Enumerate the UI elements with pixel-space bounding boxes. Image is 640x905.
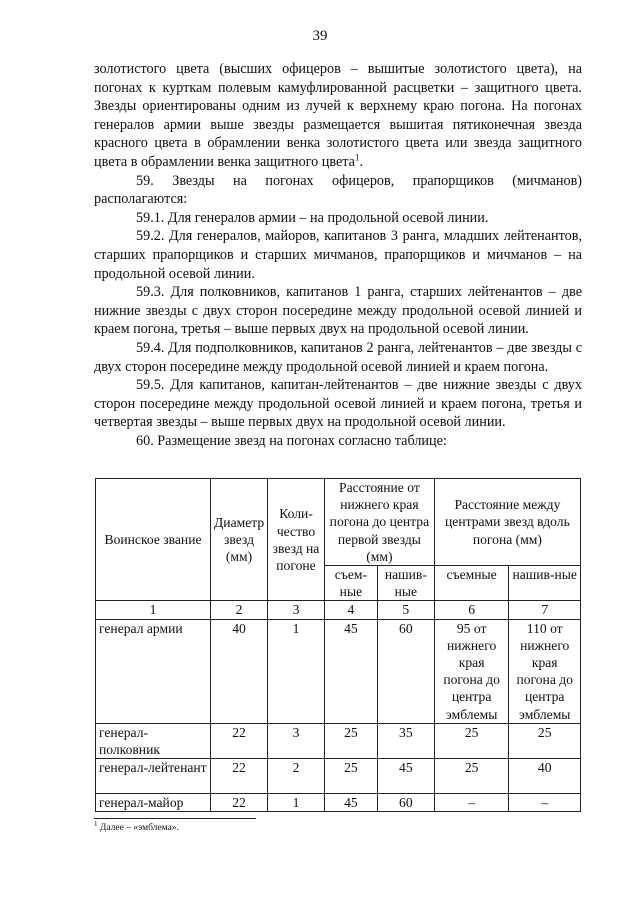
between-sewn-cell: –: [509, 794, 581, 812]
edge-sewn-cell: 60: [377, 619, 434, 723]
paragraph-end: .: [359, 153, 364, 170]
between-sewn-cell: 110 от нижнего края погона до центра эмблемы: [509, 619, 581, 723]
subheader-sewn: нашив-ные: [509, 566, 581, 601]
rank-cell: генерал-лейтенант: [96, 759, 211, 794]
rank-cell: генерал-майор: [96, 794, 211, 812]
between-sewn-cell: 25: [509, 723, 581, 758]
column-number: 1: [96, 601, 211, 619]
edge-removable-cell: 45: [324, 619, 377, 723]
between-sewn-cell: 40: [509, 759, 581, 794]
paragraph-59-5: 59.5. Для капитанов, капитан-лейтенантов – две нижние звезды с двух сторон посередине между продольной осевой линией и краем погона, третья и четвертая звезды – выше первых двух на продольной осевой линии.: [94, 377, 582, 431]
rank-cell: генерал-полковник: [96, 723, 211, 758]
footnote: [94, 819, 179, 833]
footnote-mark: 1: [94, 819, 98, 828]
edge-sewn-cell: 45: [377, 759, 434, 794]
diameter-cell: 22: [211, 759, 268, 794]
page-number: 39: [312, 28, 328, 44]
paragraph-59-3: 59.3. Для полковников, капитанов 1 ранга, старших лейтенантов – две нижние звезды с двух сторон посередине между продольной осевой линией и краем погона, третья – выше первых двух на продольной осевой линии.: [94, 284, 582, 338]
table-row: [96, 619, 581, 723]
subheader-sewn: нашив-ные: [377, 566, 434, 601]
column-number: 2: [211, 601, 268, 619]
header-count: Коли-чество звезд на погоне: [268, 479, 325, 601]
paragraph-59-4: 59.4. Для подполковников, капитанов 2 ранга, лейтенантов – две звезды с двух сторон посередине между продольной осевой линией и краем погона.: [94, 339, 582, 375]
paragraph-60: 60. Размещение звезд на погонах согласно таблице:: [136, 432, 447, 449]
paragraph-continuation: [94, 60, 582, 172]
paragraph-59: 59. Звезды на погонах офицеров, прапорщиков (мичманов) располагаются:: [94, 172, 582, 208]
table-row: [96, 759, 581, 794]
paragraph-59-2: 59.2. Для генералов, майоров, капитанов 3 ранга, младших лейтенантов, старших прапорщиков и старших мичманов, прапорщиков и мичманов – на продольной осевой линии.: [94, 228, 582, 282]
header-distance-between: Расстояние между центрами звезд вдоль погона (мм): [434, 479, 580, 566]
footnote-reference: 1: [354, 152, 360, 163]
footnote-text: Далее – «эмблема».: [99, 823, 179, 833]
count-cell: 2: [268, 759, 325, 794]
count-cell: 1: [268, 619, 325, 723]
between-removable-cell: 25: [434, 759, 509, 794]
count-cell: 1: [268, 794, 325, 812]
diameter-cell: 40: [211, 619, 268, 723]
table-row: [96, 723, 581, 758]
between-removable-cell: –: [434, 794, 509, 812]
table-row: [96, 794, 581, 812]
subheader-removable: съемные: [434, 566, 509, 601]
edge-sewn-cell: 35: [377, 723, 434, 758]
between-removable-cell: 95 от нижнего края погона до центра эмблемы: [434, 619, 509, 723]
column-number: 6: [434, 601, 509, 619]
column-number: 7: [509, 601, 581, 619]
stars-placement-table: [95, 478, 581, 812]
header-row: [96, 479, 581, 566]
column-number: 4: [324, 601, 377, 619]
subheader-removable: съем-ные: [324, 566, 377, 601]
paragraph-text: золотистого цвета (высших офицеров – вышитые золотистого цвета), на погонах к курткам полевым камуфлированной расцветки – защитного цвета. Звезды ориентированы одним из лучей к верхнему краю погона. На погонах генералов армии выше звезды размещается вышитая пятиконечная звезда красного цвета в обрамлении венка золотистого цвета или звезда защитного цвета в обрамлении венка защитного цвета: [94, 61, 582, 170]
body-text: [94, 60, 582, 450]
column-number: 5: [377, 601, 434, 619]
paragraph-59-1: 59.1. Для генералов армии – на продольной осевой линии.: [136, 209, 489, 226]
edge-sewn-cell: 60: [377, 794, 434, 812]
edge-removable-cell: 25: [324, 759, 377, 794]
header-diameter: Диаметр звезд (мм): [211, 479, 268, 601]
header-rank: Воинское звание: [96, 479, 211, 601]
stars-table-wrapper: [95, 478, 581, 812]
count-cell: 3: [268, 723, 325, 758]
column-number: 3: [268, 601, 325, 619]
edge-removable-cell: 45: [324, 794, 377, 812]
column-number-row: [96, 601, 581, 619]
footnote-divider: [94, 818, 256, 819]
between-removable-cell: 25: [434, 723, 509, 758]
rank-cell: генерал армии: [96, 619, 211, 723]
header-distance-edge: Расстояние от нижнего края погона до центра первой звезды (мм): [324, 479, 434, 566]
diameter-cell: 22: [211, 723, 268, 758]
diameter-cell: 22: [211, 794, 268, 812]
edge-removable-cell: 25: [324, 723, 377, 758]
